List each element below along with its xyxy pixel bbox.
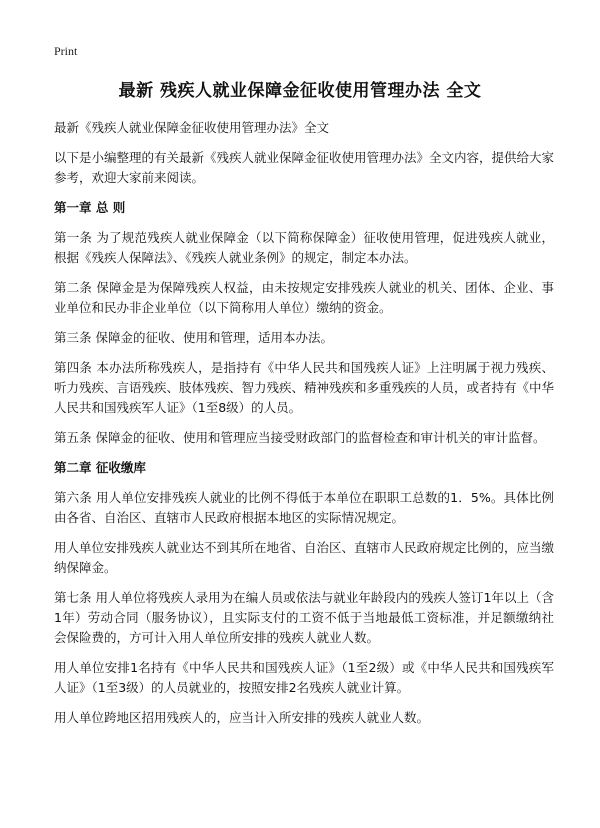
article-4: 第四条 本办法所称残疾人，是指持有《中华人民共和国残疾人证》上注明属于视力残疾、听力残疾、言语残疾、肢体残疾、智力残疾、精神残疾和多重残疾的人员，或者持有《中华人民共和国残疾军人证》（1至8级）的人员。 [54,360,555,415]
chapter-2-heading: 第二章 征收缴库 [54,460,146,475]
article-6-continued: 用人单位安排残疾人就业达不到其所在地省、自治区、直辖市人民政府规定比例的，应当缴纳保障金。 [54,540,555,575]
article-3: 第三条 保障金的征收、使用和管理，适用本办法。 [54,330,333,345]
article-2: 第二条 保障金是为保障残疾人权益，由未按规定安排残疾人就业的机关、团体、企业、事业单位和民办非企业单位（以下简称用人单位）缴纳的资金。 [54,280,554,315]
document-body [54,118,554,738]
document-title: 最新 残疾人就业保障金征收使用管理办法 全文 [118,81,482,101]
article-7-cross-region: 用人单位跨地区招用残疾人的，应当计入所安排的残疾人就业人数。 [54,710,430,725]
article-7-continued: 用人单位安排1名持有《中华人民共和国残疾人证》（1至2级）或《中华人民共和国残疾军人证》（1至3级）的人员就业的，按照安排2名残疾人就业计算。 [54,660,554,695]
article-5: 第五条 保障金的征收、使用和管理应当接受财政部门的监督检查和审计机关的审计监督。 [54,430,546,445]
article-1: 第一条 为了规范残疾人就业保障金（以下简称保障金）征收使用管理，促进残疾人就业，根据《残疾人保障法》、《残疾人就业条例》的规定，制定本办法。 [54,230,554,265]
intro-paragraph: 以下是小编整理的有关最新《残疾人就业保障金征收使用管理办法》全文内容，提供给大家参考，欢迎大家前来阅读。 [54,150,555,185]
article-6: 第六条 用人单位安排残疾人就业的比例不得低于本单位在职职工总数的1．5%。具体比例由各省、自治区、直辖市人民政府根据本地区的实际情况规定。 [54,490,554,525]
print-label: Print [54,44,78,58]
subtitle-line: 最新《残疾人就业保障金征收使用管理办法》全文 [54,120,330,135]
article-7: 第七条 用人单位将残疾人录用为在编人员或依法与就业年龄段内的残疾人签订1年以上（含1年）劳动合同（服务协议），且实际支付的工资不低于当地最低工资标准，并足额缴纳社会保险费的，方可计入用人单位所安排的残疾人就业人数。 [54,590,554,645]
chapter-1-heading: 第一章 总 则 [54,200,126,215]
